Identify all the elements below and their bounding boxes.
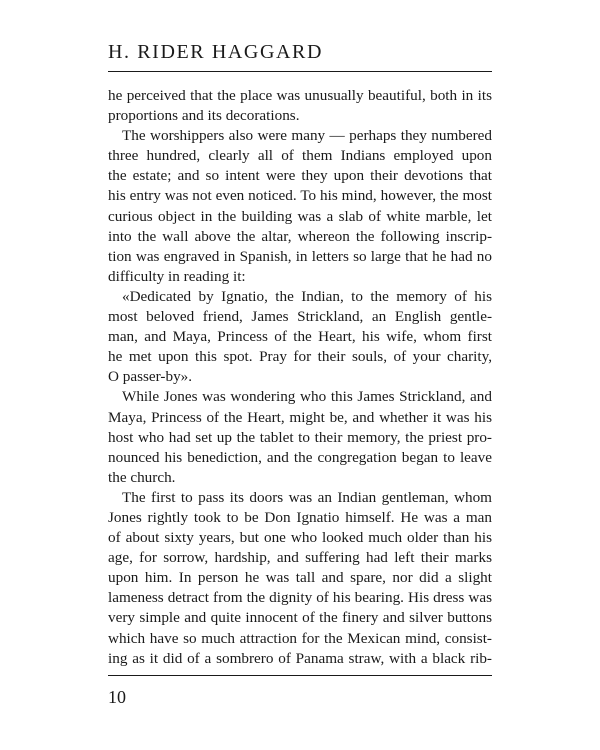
body-line: proportions and its decorations. [108,107,300,125]
body-line: host who had set up the tablet to their memory, the priest pro- [108,428,492,446]
body-line: «Dedicated by Ignatio, the Indian, to the memory of his [122,287,492,305]
body-line: ing as it did of a sombrero of Panama straw, with a black rib- [108,649,492,667]
body-line: nounced his benediction, and the congregation began to leave [108,448,492,466]
body-line: Maya, Princess of the Heart, might be, and whether it was his [108,408,492,426]
body-line: lameness detract from the dignity of his bearing. His dress was [108,589,492,607]
body-line: he met upon this spot. Pray for their souls, of your charity, [108,348,492,366]
body-line: age, for sorrow, hardship, and suffering had left their marks [108,549,492,567]
body-line: man, and Maya, Princess of the Heart, his wife, whom first [108,328,492,346]
body-line: three hundred, clearly all of them Indians employed upon [108,147,492,165]
body-line: the church. [108,468,176,486]
body-line: curious object in the building was a slab of white marble, let [108,207,492,225]
body-line: of about sixty years, but one who looked much older than his [108,529,492,547]
body-line: Jones rightly took to be Don Ignatio himself. He was a man [108,508,492,526]
body-line: O passer-by». [108,368,193,386]
body-line: tion was engraved in Spanish, in letters so large that he had no [108,247,492,265]
body-line: The first to pass its doors was an Indian gentleman, whom [122,488,492,506]
body-line: into the wall above the altar, whereon the following inscrip- [108,227,492,245]
running-head: H. RIDER HAGGARD [108,41,324,63]
body-line: While Jones was wondering who this James Strickland, and [122,388,492,406]
body-text [108,86,492,669]
body-line: most beloved friend, James Strickland, an English gentle- [108,308,492,326]
page-number: 10 [108,687,126,707]
body-line: The worshippers also were many — perhaps they numbered [122,127,492,145]
body-line: he perceived that the place was unusually beautiful, both in its [108,87,492,104]
body-line: which have so much attraction for the Mexican mind, consist- [108,629,492,647]
body-line: upon him. In person he was tall and spare, nor did a slight [108,569,492,587]
body-line: difficulty in reading it: [108,267,246,285]
body-line: his entry was not even noticed. To his mind, however, the most [108,187,492,205]
header-rule [108,71,492,72]
body-line: very simple and quite innocent of the finery and silver buttons [108,609,492,627]
body-line: the estate; and so intent were they upon their devotions that [108,167,492,185]
footer-rule [108,675,492,676]
